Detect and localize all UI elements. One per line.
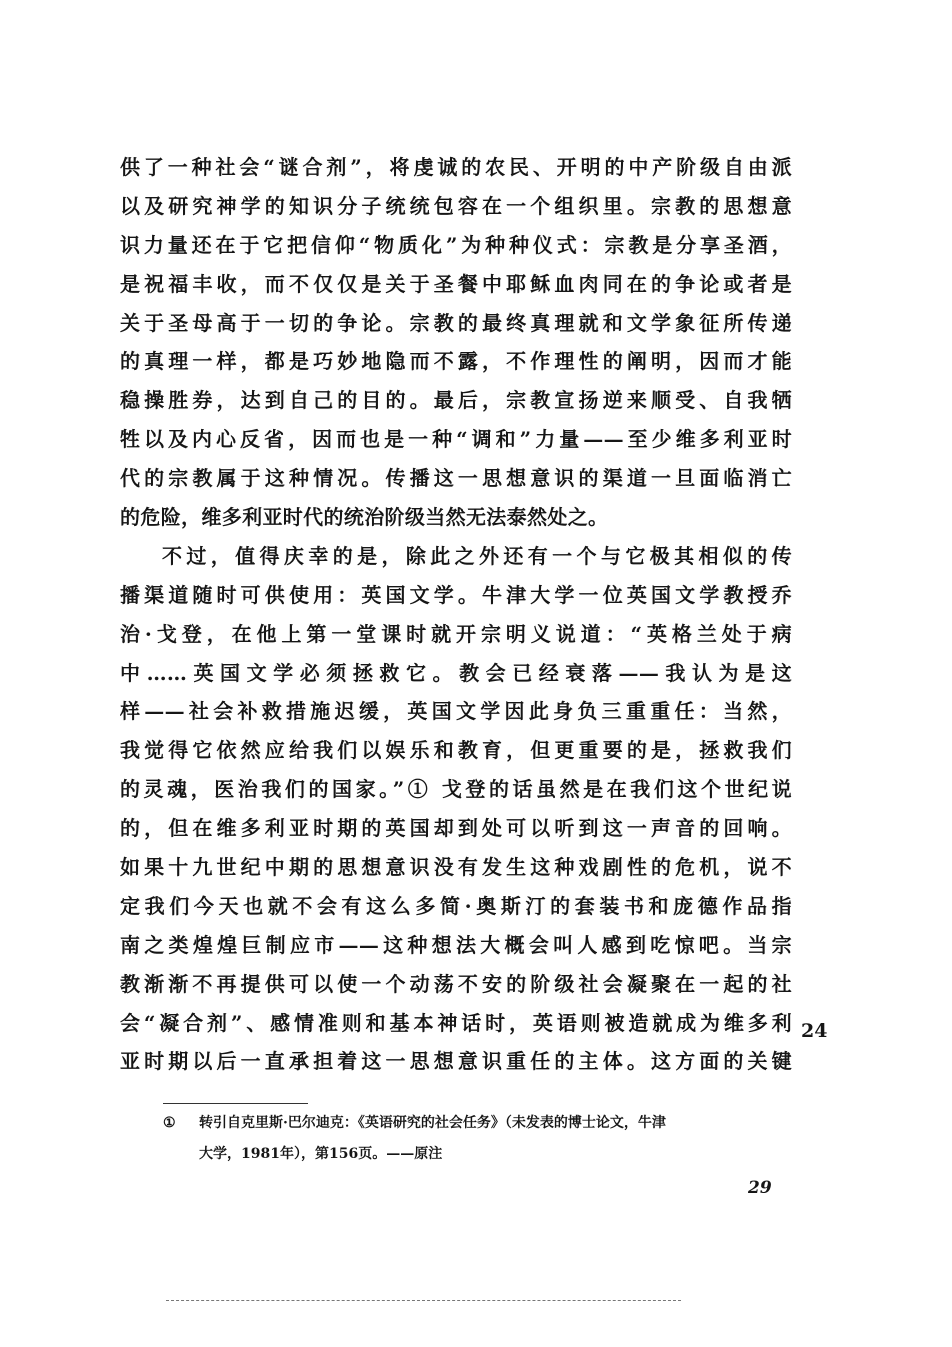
text-line: 亚时期以后一直承担着这一思想意识重任的主体。这方面的关键 [120, 1049, 792, 1074]
text-line: 南之类煌煌巨制应市——这种想法大概会叫人感到吃惊吧。当宗 [120, 932, 792, 957]
text-line: 识力量还在于它把信仰“物质化”为种种仪式：宗教是分享圣酒， [120, 232, 792, 257]
footnote-text: 转引自克里斯·巴尔迪克：《英语研究的社会任务》（未发表的博士论文，牛津 [199, 1115, 666, 1131]
text-line: 播渠道随时可供使用：英国文学。牛津大学一位英国文学教授乔 [120, 582, 792, 607]
text-line: 定我们今天也就不会有这么多简·奥斯汀的套装书和庞德作品指 [120, 893, 792, 918]
text-line: 如果十九世纪中期的思想意识没有发生这种戏剧性的危机，说不 [120, 855, 792, 880]
text-line: 中……英国文学必须拯救它。教会已经衰落——我认为是这 [120, 660, 792, 685]
text-line: 我觉得它依然应给我们以娱乐和教育，但更重要的是，拯救我们 [120, 738, 792, 763]
margin-page-reference: 24 [801, 1020, 828, 1042]
text-line: 关于圣母高于一切的争论。宗教的最终真理就和文学象征所传递 [120, 310, 792, 335]
text-line: 的真理一样，都是巧妙地隐而不露，不作理性的阐明，因而才能 [120, 349, 792, 374]
text-line: 样——社会补救措施迟缓，英国文学因此身负三重重任：当然， [120, 699, 792, 724]
text-line: 教渐渐不再提供可以使一个动荡不安的阶级社会凝聚在一起的社 [120, 971, 792, 996]
text-line: 稳操胜券，达到自己的目的。最后，宗教宣扬逆来顺受、自我牺 [120, 388, 792, 413]
footnote-line [163, 1108, 803, 1139]
text-line: 是祝福丰收，而不仅仅是关于圣餐中耶稣血肉同在的争论或者是 [120, 271, 792, 296]
footnote-marker: ① [163, 1115, 176, 1131]
paragraph-start-line: 不过，值得庆幸的是，除此之外还有一个与它极其相似的传 [162, 543, 792, 568]
scan-edge-line [166, 1300, 681, 1301]
footnote [163, 1108, 803, 1170]
text-line: 牲以及内心反省，因而也是一种“调和”力量——至少维多利亚时 [120, 427, 792, 452]
text-line: 以及研究神学的知识分子统统包容在一个组织里。宗教的思想意 [120, 193, 792, 218]
text-line: 的，但在维多利亚时期的英国却到处可以听到这一声音的回响。 [120, 816, 792, 841]
footnote-line: 大学，1981年），第156页。——原注 [199, 1146, 443, 1162]
body-text [120, 148, 792, 1081]
text-line: 供了一种社会“谜合剂”，将虔诚的农民、开明的中产阶级自由派 [120, 155, 792, 179]
page-number: 29 [748, 1178, 772, 1198]
paragraph-end-line: 的危险，维多利亚时代的统治阶级当然无法泰然处之。 [120, 505, 609, 530]
text-line: 代的宗教属于这种情况。传播这一思想意识的渠道一旦面临消亡 [120, 466, 792, 491]
text-line: 的灵魂，医治我们的国家。”① 戈登的话虽然是在我们这个世纪说 [120, 777, 792, 802]
text-line: 治·戈登，在他上第一堂课时就开宗明义说道：“英格兰处于病 [120, 621, 792, 646]
text-line: 会“凝合剂”、感情准则和基本神话时，英语则被造就成为维多利 [120, 1010, 792, 1035]
footnote-divider [163, 1103, 308, 1104]
